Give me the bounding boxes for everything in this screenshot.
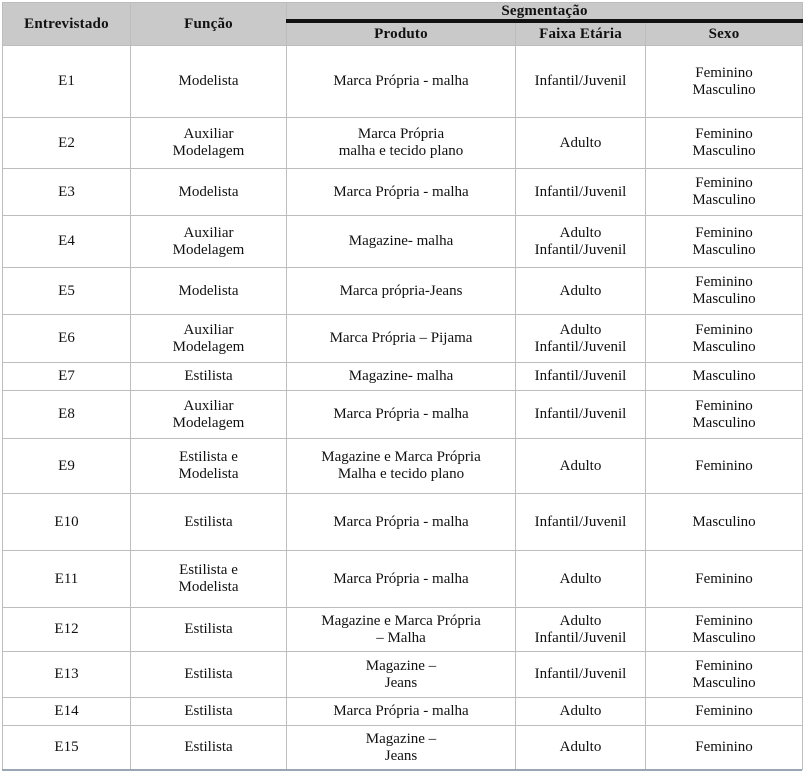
function-cell-line: Modelagem <box>172 414 245 431</box>
age-range-cell-line: Adulto <box>559 282 602 299</box>
age-range-cell-line: Infantil/Juvenil <box>534 629 627 646</box>
function-cell-line: Estilista e <box>179 562 238 578</box>
product-cell-line: Magazine – <box>365 730 437 747</box>
sex-cell-line: Masculino <box>692 414 756 431</box>
age-range-cell-line: Infantil/Juvenil <box>534 183 627 200</box>
sex-cell-line: Feminino <box>695 657 753 674</box>
age-range-cell <box>516 216 646 268</box>
age-range-cell <box>516 439 646 494</box>
product-cell-line: Magazine- malha <box>348 368 454 384</box>
age-range-cell-line: Adulto <box>559 570 602 587</box>
age-range-cell <box>516 315 646 363</box>
product-cell-line: Magazine e Marca Própria <box>321 449 481 465</box>
age-range-cell-line: Infantil/Juvenil <box>534 338 627 355</box>
function-cell <box>131 268 287 315</box>
product-cell-line: malha e tecido plano <box>338 143 464 159</box>
table-body <box>3 46 803 770</box>
interviewee-cell: E1 <box>3 46 131 118</box>
sex-cell <box>646 216 803 268</box>
age-range-cell-line: Adulto <box>559 224 602 241</box>
sex-cell-line: Masculino <box>692 241 756 258</box>
product-cell-line: Marca Própria - malha <box>333 570 469 587</box>
sex-cell <box>646 439 803 494</box>
product-cell <box>287 315 516 363</box>
function-cell <box>131 652 287 698</box>
interviewee-cell: E3 <box>3 169 131 216</box>
product-cell <box>287 391 516 439</box>
product-cell-line: Marca Própria - malha <box>333 73 469 89</box>
sex-cell-line: Feminino <box>695 739 753 755</box>
header-product: Produto <box>287 21 516 46</box>
age-range-cell <box>516 46 646 118</box>
age-range-cell-line: Adulto <box>559 457 602 474</box>
function-cell <box>131 363 287 391</box>
interviewee-cell: E2 <box>3 118 131 169</box>
age-range-cell <box>516 608 646 652</box>
sex-cell <box>646 363 803 391</box>
sex-cell-line: Masculino <box>692 674 756 691</box>
sex-cell-line: Masculino <box>692 513 756 530</box>
age-range-cell <box>516 652 646 698</box>
age-range-cell-line: Adulto <box>559 134 602 151</box>
table-row <box>3 391 803 439</box>
sex-cell-line: Feminino <box>695 224 753 241</box>
product-cell <box>287 698 516 726</box>
product-cell <box>287 268 516 315</box>
table-row <box>3 698 803 726</box>
function-cell-line: Modelista <box>178 466 239 482</box>
table-row <box>3 608 803 652</box>
product-cell-line: Marca Própria - malha <box>333 406 469 422</box>
interviewee-cell: E14 <box>3 698 131 726</box>
function-cell-line: Estilista <box>184 666 233 682</box>
product-cell-line: Magazine e Marca Própria <box>321 612 481 629</box>
table-row <box>3 268 803 315</box>
age-range-cell <box>516 363 646 391</box>
age-range-cell <box>516 391 646 439</box>
sex-cell-line: Masculino <box>692 629 756 646</box>
age-range-cell-line: Adulto <box>559 703 602 719</box>
product-cell-line: Jeans <box>384 674 418 691</box>
product-cell-line: Magazine- malha <box>348 233 454 249</box>
header-function: Função <box>131 3 287 46</box>
sex-cell <box>646 698 803 726</box>
product-cell-line: Marca própria-Jeans <box>339 282 463 299</box>
age-range-cell-line: Infantil/Juvenil <box>534 406 627 422</box>
sex-cell <box>646 494 803 551</box>
sex-cell-line: Feminino <box>695 397 753 414</box>
age-range-cell-line: Adulto <box>559 321 602 338</box>
function-cell <box>131 118 287 169</box>
age-range-cell <box>516 268 646 315</box>
table-row <box>3 551 803 608</box>
interviewee-cell: E8 <box>3 391 131 439</box>
sex-cell <box>646 315 803 363</box>
function-cell-line: Auxiliar <box>183 321 234 338</box>
age-range-cell <box>516 551 646 608</box>
table-row <box>3 46 803 118</box>
product-cell <box>287 726 516 770</box>
function-cell-line: Modelista <box>178 73 239 89</box>
table-row <box>3 315 803 363</box>
interviewee-cell: E10 <box>3 494 131 551</box>
product-cell-line: Marca Própria – Pijama <box>329 330 473 346</box>
function-cell-line: Auxiliar <box>183 397 234 414</box>
age-range-cell-line: Adulto <box>559 739 602 755</box>
function-cell <box>131 391 287 439</box>
function-cell-line: Estilista <box>184 513 233 530</box>
function-cell <box>131 169 287 216</box>
sex-cell <box>646 169 803 216</box>
header-segmentation: Segmentação <box>287 3 803 22</box>
product-cell <box>287 216 516 268</box>
function-cell-line: Auxiliar <box>183 224 234 241</box>
sex-cell-line: Feminino <box>695 274 753 290</box>
function-cell <box>131 551 287 608</box>
sex-cell <box>646 551 803 608</box>
interviewee-table <box>2 2 803 770</box>
function-cell-line: Modelagem <box>172 241 245 258</box>
product-cell <box>287 551 516 608</box>
function-cell-line: Estilista <box>184 621 233 637</box>
table-row <box>3 494 803 551</box>
sex-cell-line: Masculino <box>692 338 756 355</box>
product-cell <box>287 46 516 118</box>
sex-cell-line: Masculino <box>692 368 756 384</box>
function-cell-line: Estilista e <box>179 449 238 465</box>
product-cell <box>287 652 516 698</box>
product-cell <box>287 118 516 169</box>
table-row <box>3 216 803 268</box>
sex-cell-line: Feminino <box>695 612 753 629</box>
table-row <box>3 652 803 698</box>
function-cell-line: Modelista <box>178 579 239 595</box>
product-cell <box>287 439 516 494</box>
function-cell-line: Modelagem <box>172 338 245 355</box>
table-row <box>3 118 803 169</box>
function-cell-line: Estilista <box>184 368 233 384</box>
function-cell-line: Modelista <box>178 183 239 200</box>
sex-cell-line: Masculino <box>692 291 756 307</box>
function-cell <box>131 46 287 118</box>
function-cell <box>131 698 287 726</box>
sex-cell <box>646 608 803 652</box>
age-range-cell-line: Infantil/Juvenil <box>534 513 627 530</box>
product-cell-line: Marca Própria - malha <box>333 703 469 719</box>
age-range-cell <box>516 169 646 216</box>
function-cell-line: Modelista <box>178 282 239 299</box>
interviewee-cell: E4 <box>3 216 131 268</box>
product-cell-line: Jeans <box>384 747 418 764</box>
product-cell <box>287 169 516 216</box>
product-cell-line: Marca Própria - malha <box>333 183 469 200</box>
product-cell <box>287 608 516 652</box>
product-cell-line: Marca Própria - malha <box>333 513 469 530</box>
function-cell-line: Estilista <box>184 703 233 719</box>
sex-cell-line: Feminino <box>695 570 753 587</box>
sex-cell <box>646 652 803 698</box>
function-cell-line: Auxiliar <box>183 126 234 142</box>
interviewee-cell: E12 <box>3 608 131 652</box>
product-cell <box>287 494 516 551</box>
product-cell-line: Marca Própria <box>357 126 445 142</box>
sex-cell-line: Masculino <box>692 81 756 98</box>
sex-cell-line: Masculino <box>692 143 756 159</box>
sex-cell <box>646 391 803 439</box>
age-range-cell-line: Infantil/Juvenil <box>534 73 627 89</box>
age-range-cell-line: Infantil/Juvenil <box>534 666 627 682</box>
product-cell-line: Malha e tecido plano <box>337 466 465 482</box>
sex-cell <box>646 268 803 315</box>
table-row <box>3 169 803 216</box>
header-age-range: Faixa Etária <box>516 21 646 46</box>
age-range-cell-line: Infantil/Juvenil <box>534 241 627 258</box>
age-range-cell-line: Adulto <box>559 612 602 629</box>
sex-cell-line: Feminino <box>695 321 753 338</box>
function-cell-line: Modelagem <box>172 143 245 159</box>
sex-cell-line: Feminino <box>695 126 753 142</box>
function-cell <box>131 315 287 363</box>
age-range-cell <box>516 494 646 551</box>
function-cell <box>131 726 287 770</box>
product-cell <box>287 363 516 391</box>
function-cell <box>131 494 287 551</box>
sex-cell-line: Feminino <box>695 175 753 191</box>
sex-cell <box>646 118 803 169</box>
interviewee-cell: E13 <box>3 652 131 698</box>
function-cell <box>131 439 287 494</box>
interviewee-cell: E5 <box>3 268 131 315</box>
age-range-cell <box>516 118 646 169</box>
interviewee-cell: E11 <box>3 551 131 608</box>
sex-cell <box>646 46 803 118</box>
header-sex: Sexo <box>646 21 803 46</box>
interviewee-cell: E7 <box>3 363 131 391</box>
function-cell-line: Estilista <box>184 739 233 755</box>
sex-cell-line: Masculino <box>692 192 756 208</box>
table-row <box>3 363 803 391</box>
interviewee-cell: E6 <box>3 315 131 363</box>
table-row <box>3 439 803 494</box>
age-range-cell <box>516 698 646 726</box>
sex-cell-line: Feminino <box>695 64 753 81</box>
sex-cell-line: Feminino <box>695 457 753 474</box>
product-cell-line: – Malha <box>376 629 426 646</box>
sex-cell-line: Feminino <box>695 703 753 719</box>
age-range-cell <box>516 726 646 770</box>
sex-cell <box>646 726 803 770</box>
table-row <box>3 726 803 770</box>
function-cell <box>131 216 287 268</box>
product-cell-line: Magazine – <box>365 657 437 674</box>
age-range-cell-line: Infantil/Juvenil <box>534 368 627 384</box>
function-cell <box>131 608 287 652</box>
header-interviewee: Entrevistado <box>3 3 131 46</box>
interviewee-cell: E9 <box>3 439 131 494</box>
interviewee-cell: E15 <box>3 726 131 770</box>
